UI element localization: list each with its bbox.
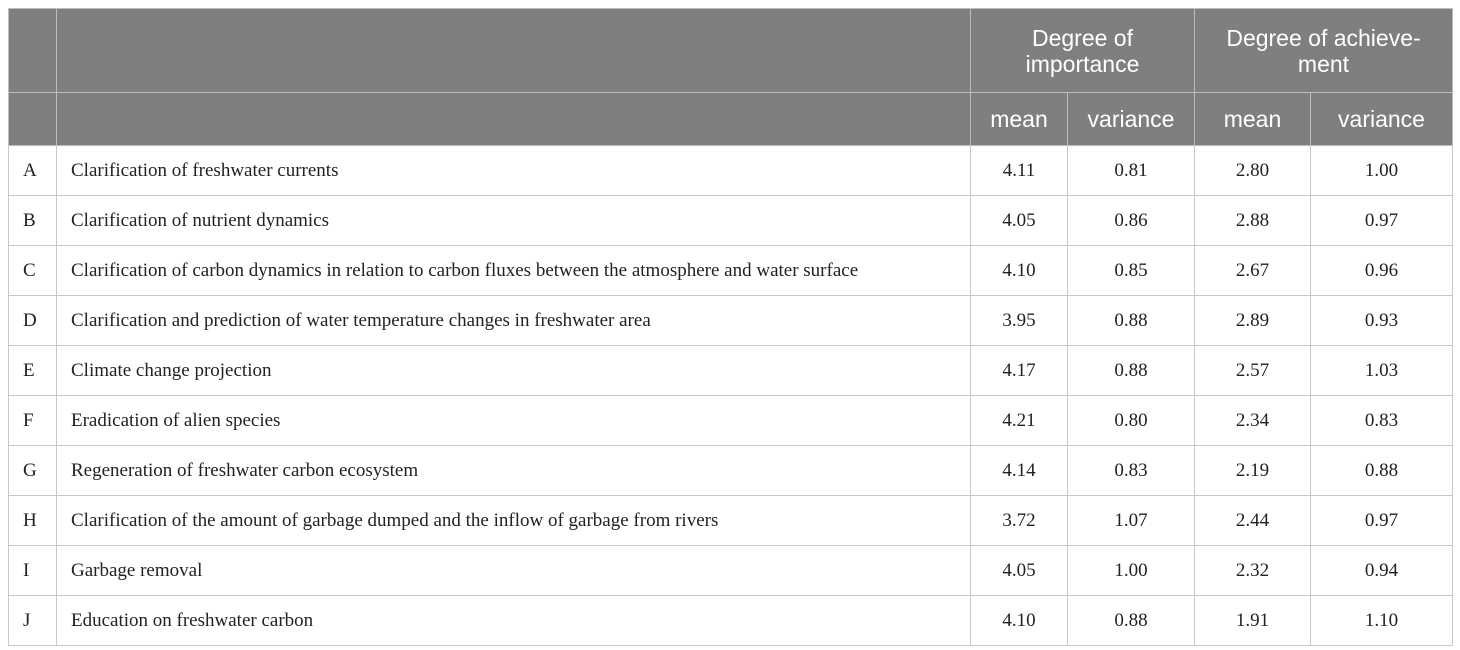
importance-mean: 4.14 (971, 446, 1068, 496)
header-id-blank-2 (9, 93, 57, 146)
importance-mean: 4.05 (971, 546, 1068, 596)
achievement-variance: 0.96 (1311, 246, 1453, 296)
table-row (9, 496, 1453, 546)
row-id: B (9, 196, 57, 246)
achievement-mean: 2.89 (1195, 296, 1311, 346)
table-row (9, 196, 1453, 246)
achievement-mean: 2.44 (1195, 496, 1311, 546)
achievement-mean: 1.91 (1195, 596, 1311, 646)
row-item: Clarification of freshwater currents (57, 146, 971, 196)
row-id: H (9, 496, 57, 546)
importance-mean: 4.10 (971, 246, 1068, 296)
achievement-variance: 0.94 (1311, 546, 1453, 596)
importance-variance: 0.88 (1068, 346, 1195, 396)
importance-variance: 0.83 (1068, 446, 1195, 496)
table-row (9, 146, 1453, 196)
achievement-variance: 0.88 (1311, 446, 1453, 496)
importance-variance: 0.88 (1068, 596, 1195, 646)
table-header (9, 9, 1453, 146)
achievement-variance: 0.83 (1311, 396, 1453, 446)
row-item: Clarification of carbon dynamics in relation to carbon fluxes between the atmosphere and water surface (57, 246, 971, 296)
table-row (9, 446, 1453, 496)
header-id-blank (9, 9, 57, 93)
importance-variance: 0.88 (1068, 296, 1195, 346)
row-item: Eradication of alien species (57, 396, 971, 446)
importance-mean: 3.95 (971, 296, 1068, 346)
table-row (9, 296, 1453, 346)
table-row (9, 396, 1453, 446)
header-importance-mean: mean (971, 93, 1068, 146)
header-achievement-variance: variance (1311, 93, 1453, 146)
table-row (9, 346, 1453, 396)
importance-mean: 4.17 (971, 346, 1068, 396)
row-id: E (9, 346, 57, 396)
table-row (9, 546, 1453, 596)
header-degree-of-achievement: Degree of achieve-ment (1195, 9, 1453, 93)
header-achievement-mean: mean (1195, 93, 1311, 146)
row-item: Clarification of nutrient dynamics (57, 196, 971, 246)
importance-mean: 4.10 (971, 596, 1068, 646)
row-id: I (9, 546, 57, 596)
achievement-mean: 2.57 (1195, 346, 1311, 396)
table-body (9, 146, 1453, 646)
row-item: Education on freshwater carbon (57, 596, 971, 646)
achievement-variance: 0.93 (1311, 296, 1453, 346)
table-row (9, 596, 1453, 646)
importance-variance: 0.86 (1068, 196, 1195, 246)
header-item-blank (57, 9, 971, 93)
importance-mean: 4.11 (971, 146, 1068, 196)
row-item: Regeneration of freshwater carbon ecosystem (57, 446, 971, 496)
achievement-mean: 2.67 (1195, 246, 1311, 296)
table-row (9, 246, 1453, 296)
row-item: Clarification and prediction of water temperature changes in freshwater area (57, 296, 971, 346)
importance-mean: 4.21 (971, 396, 1068, 446)
achievement-variance: 1.00 (1311, 146, 1453, 196)
row-id: D (9, 296, 57, 346)
achievement-mean: 2.19 (1195, 446, 1311, 496)
importance-variance: 1.00 (1068, 546, 1195, 596)
achievement-mean: 2.80 (1195, 146, 1311, 196)
row-id: C (9, 246, 57, 296)
row-id: F (9, 396, 57, 446)
importance-variance: 1.07 (1068, 496, 1195, 546)
row-item: Clarification of the amount of garbage dumped and the inflow of garbage from rivers (57, 496, 971, 546)
achievement-variance: 1.03 (1311, 346, 1453, 396)
achievement-variance: 0.97 (1311, 196, 1453, 246)
achievement-mean: 2.34 (1195, 396, 1311, 446)
importance-variance: 0.80 (1068, 396, 1195, 446)
achievement-variance: 0.97 (1311, 496, 1453, 546)
achievement-mean: 2.88 (1195, 196, 1311, 246)
row-id: G (9, 446, 57, 496)
importance-mean: 4.05 (971, 196, 1068, 246)
header-importance-variance: variance (1068, 93, 1195, 146)
achievement-mean: 2.32 (1195, 546, 1311, 596)
results-table (8, 8, 1453, 646)
row-id: A (9, 146, 57, 196)
importance-mean: 3.72 (971, 496, 1068, 546)
header-item-blank-2 (57, 93, 971, 146)
importance-variance: 0.85 (1068, 246, 1195, 296)
row-item: Climate change projection (57, 346, 971, 396)
header-degree-of-importance: Degree of importance (971, 9, 1195, 93)
importance-variance: 0.81 (1068, 146, 1195, 196)
row-item: Garbage removal (57, 546, 971, 596)
row-id: J (9, 596, 57, 646)
achievement-variance: 1.10 (1311, 596, 1453, 646)
